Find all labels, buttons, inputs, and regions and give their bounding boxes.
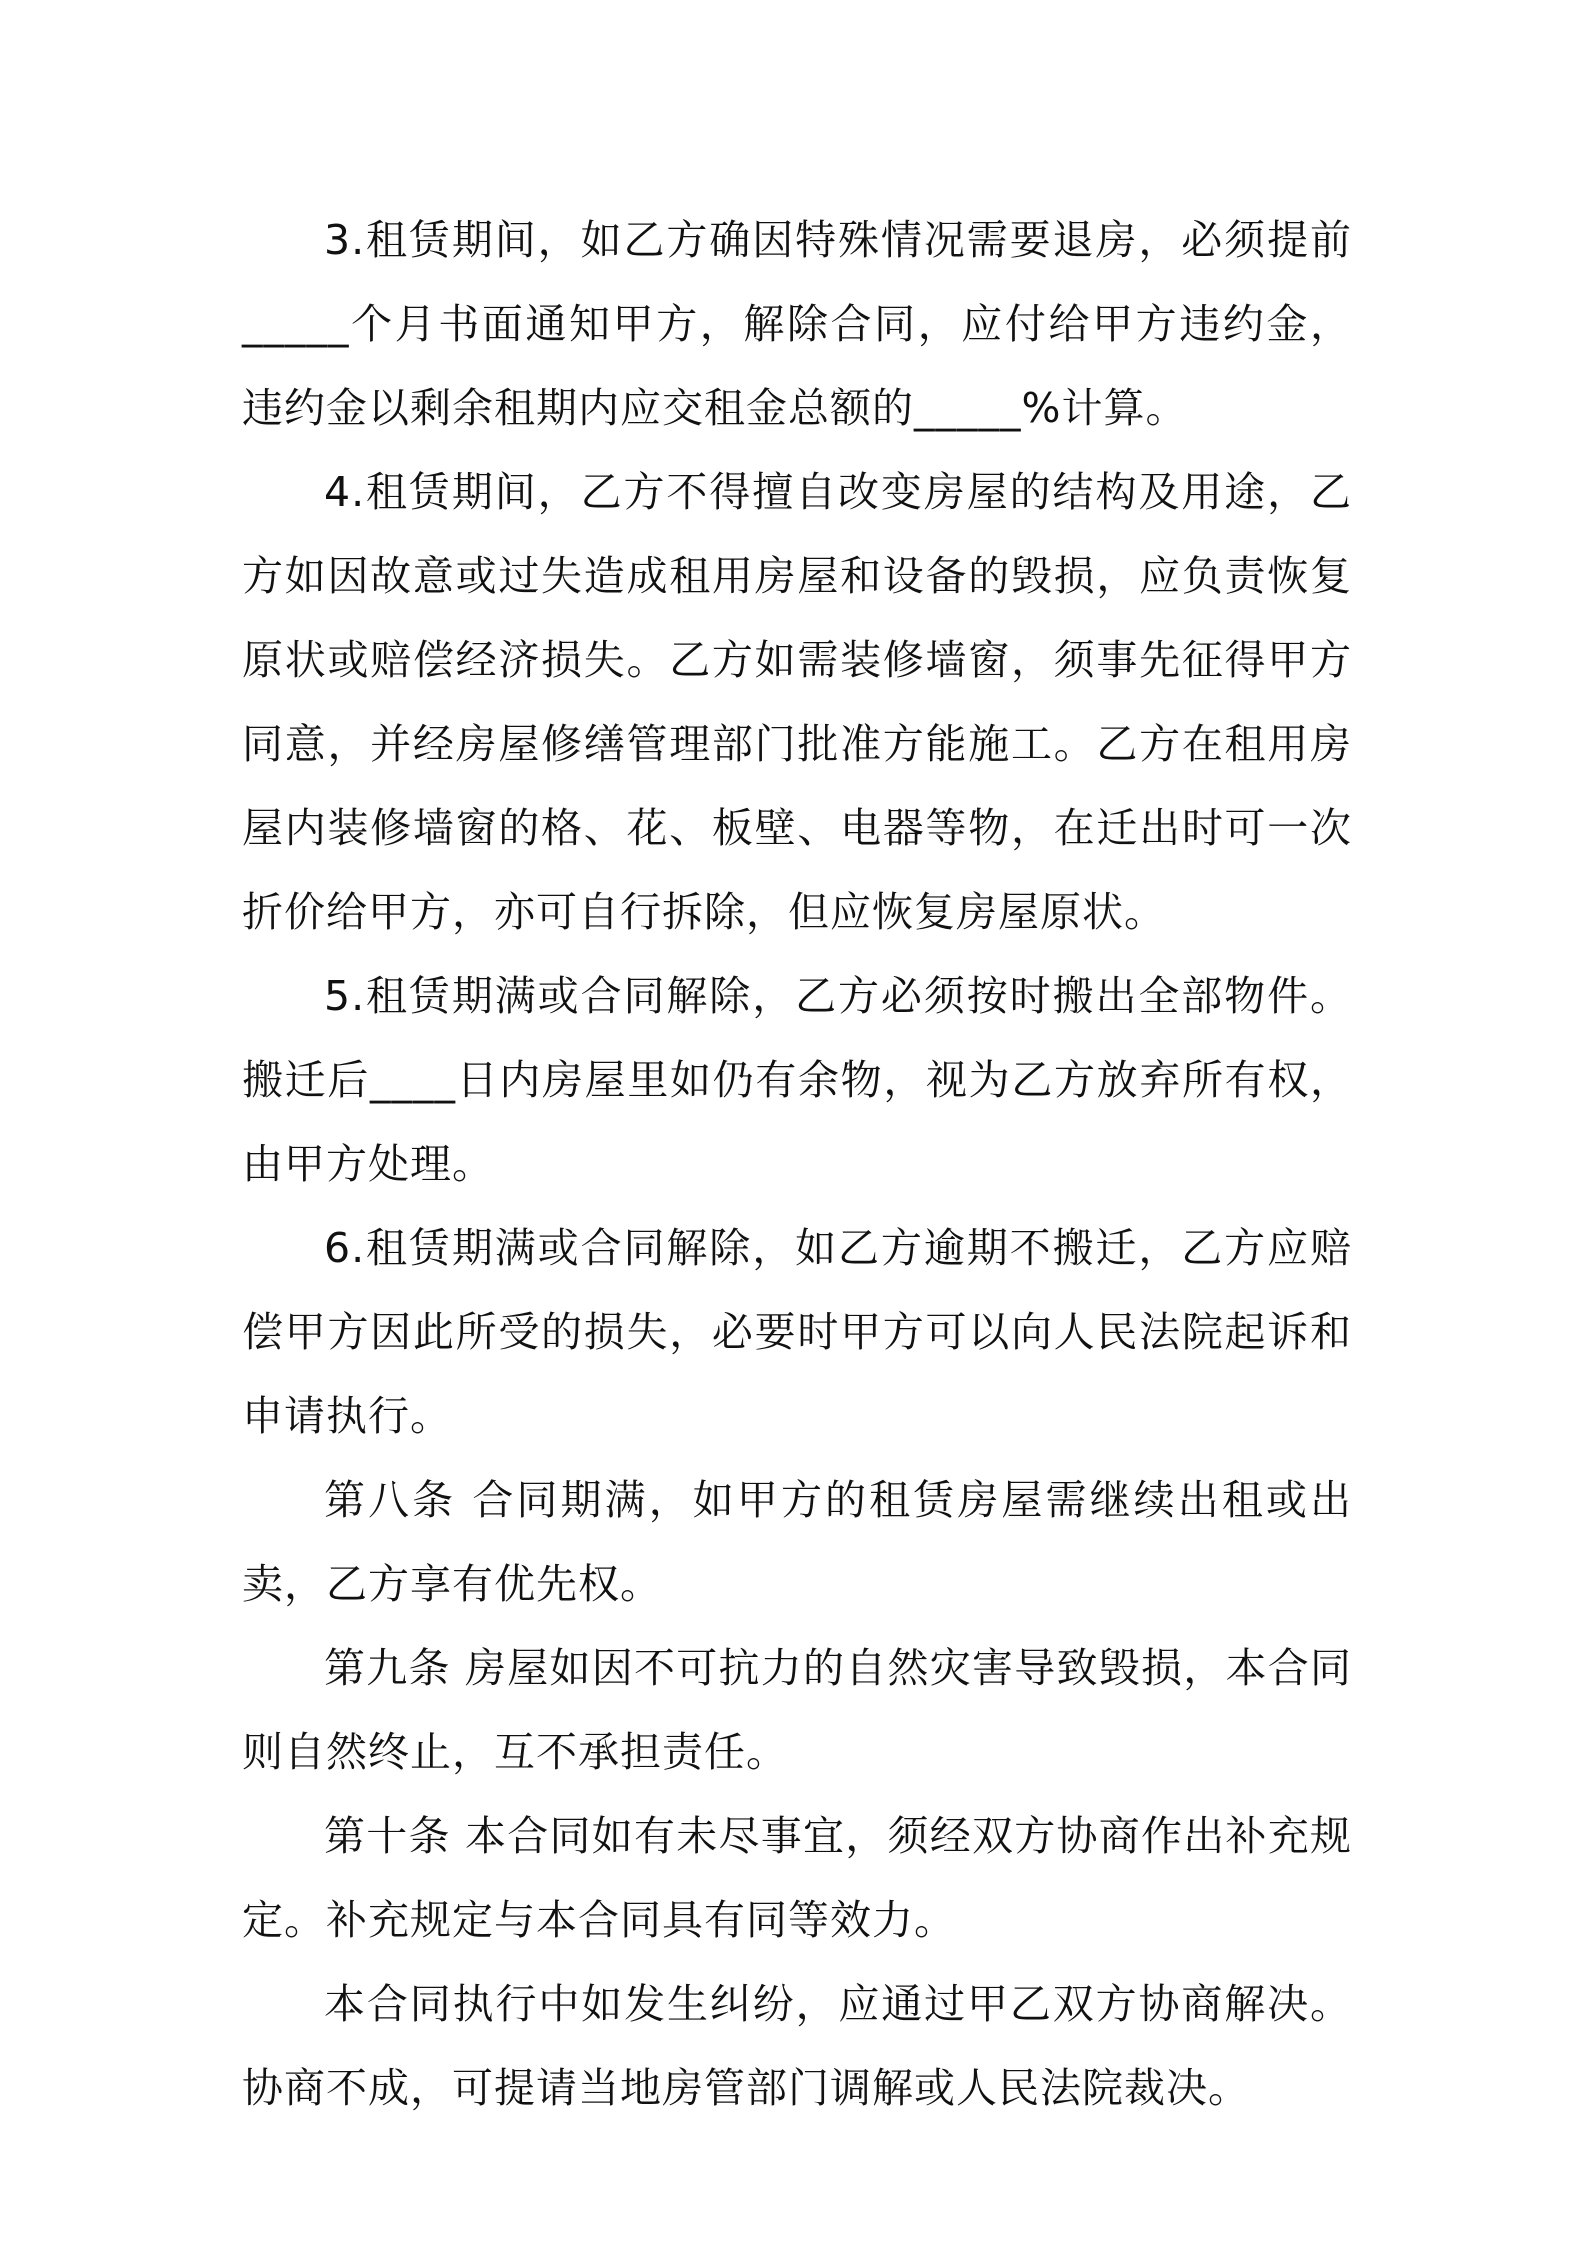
paragraph-article-9: 第九条 房屋如因不可抗力的自然灾害导致毁损，本合同则自然终止，互不承担责任。 <box>242 1644 1352 1776</box>
paragraph-clause-5: 5.租赁期满或合同解除，乙方必须按时搬出全部物件。搬迁后____日内房屋里如仍有余物，视为乙方放弃所有权，由甲方处理。 <box>242 972 1352 1188</box>
paragraph-article-10: 第十条 本合同如有未尽事宜，须经双方协商作出补充规定。补充规定与本合同具有同等效力。 <box>242 1812 1352 1944</box>
paragraph-clause-6: 6.租赁期满或合同解除，如乙方逾期不搬迁，乙方应赔偿甲方因此所受的损失，必要时甲方可以向人民法院起诉和申请执行。 <box>242 1224 1352 1440</box>
document-body <box>242 198 1352 2130</box>
paragraph-clause-4: 4.租赁期间，乙方不得擅自改变房屋的结构及用途，乙方如因故意或过失造成租用房屋和设备的毁损，应负责恢复原状或赔偿经济损失。乙方如需装修墙窗，须事先征得甲方同意，并经房屋修缮管理部门批准方能施工。乙方在租用房屋内装修墙窗的格、花、板壁、电器等物，在迁出时可一次折价给甲方，亦可自行拆除，但应恢复房屋原状。 <box>242 468 1352 936</box>
paragraph-dispute-resolution: 本合同执行中如发生纠纷，应通过甲乙双方协商解决。协商不成，可提请当地房管部门调解或人民法院裁决。 <box>242 1980 1352 2112</box>
paragraph-clause-3: 3.租赁期间，如乙方确因特殊情况需要退房，必须提前_____个月书面通知甲方，解除合同，应付给甲方违约金，违约金以剩余租期内应交租金总额的_____%计算。 <box>242 216 1352 432</box>
paragraph-article-8: 第八条 合同期满，如甲方的租赁房屋需继续出租或出卖，乙方享有优先权。 <box>242 1476 1352 1608</box>
